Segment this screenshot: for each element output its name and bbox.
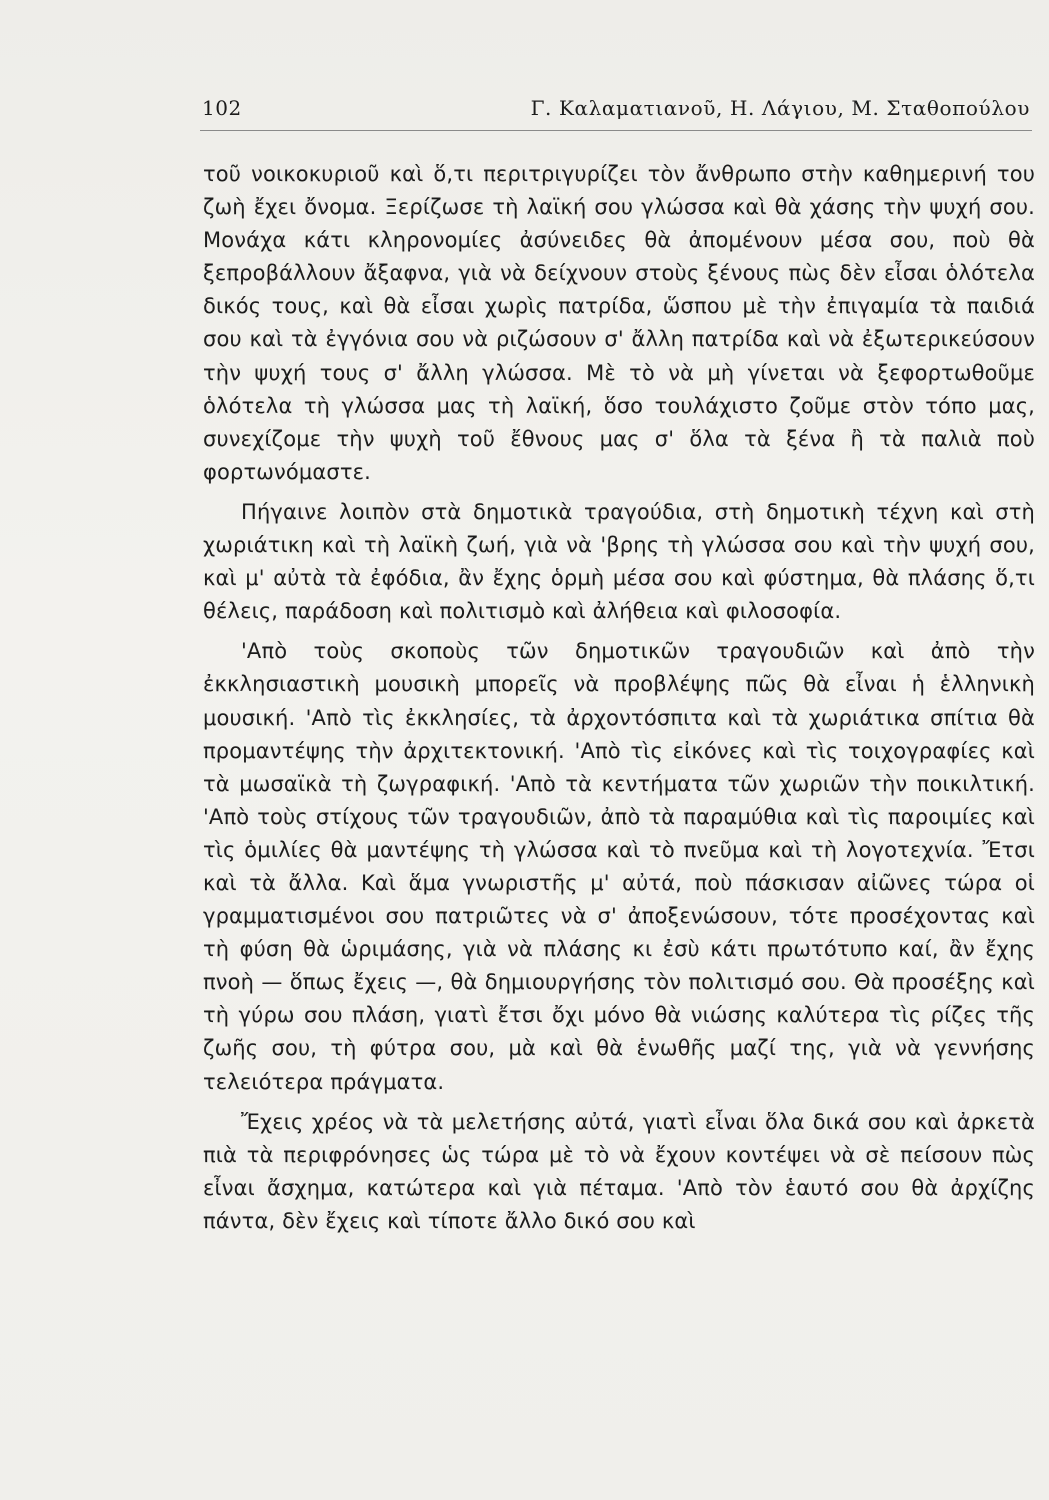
running-head: Γ. Καλαματιανοῦ, Η. Λάγιου, Μ. Σταθοπούλου (530, 96, 1030, 120)
paragraph: 'Απὸ τοὺς σκοποὺς τῶν δημοτικῶν τραγουδιῶν καὶ ἀπὸ τὴν ἐκκλησιαστικὴ μουσικὴ μπορεῖς νὰ προβλέψης πῶς θὰ εἶναι ἡ ἑλληνικὴ μουσική. 'Απὸ τὶς ἐκκλησίες, τὰ ἀρχοντόσπιτα καὶ τὰ χωριάτικα σπίτια θὰ προμαντέψης τὴν ἀρχιτεκτονική. 'Απὸ τὶς εἰκόνες καὶ τὶς τοιχογραφίες καὶ τὰ μωσαϊκὰ τὴ ζωγραφική. 'Απὸ τὰ κεντήματα τῶν χωριῶν τὴν ποικιλτική. 'Απὸ τοὺς στίχους τῶν τραγουδιῶν, ἀπὸ τὰ παραμύθια καὶ τὶς παροιμίες καὶ τὶς ὁμιλίες θὰ μαντέψης τὴ γλώσσα καὶ τὸ πνεῦμα καὶ τὴ λογοτεχνία. Ἔτσι καὶ τὰ ἄλλα. Καὶ ἅμα γνωριστῆς μ' αὐτά, ποὺ πάσκισαν αἰῶνες τώρα οἱ γραμματισμένοι σου πατριῶτες νὰ σ' ἀποξενώσουν, τότε προσέχοντας καὶ τὴ φύση θὰ ὡριμάσης, γιὰ νὰ πλάσης κι ἐσὺ κάτι πρωτότυπο καί, ἂν ἔχης πνοὴ — ὅπως ἔχεις —, θὰ δημιουργήσης τὸν πολιτισμό σου. Θὰ προσέξης καὶ τὴ γύρω σου πλάση, γιατὶ ἔτσι ὄχι μόνο θὰ νιώσης καλύτερα τὶς ρίζες τῆς ζωῆς σου, τὴ φύτρα σου, μὰ καὶ θὰ ἑνωθῆς μαζί της, γιὰ νὰ γεννήσης τελειότερα πράγματα. (203, 639, 1035, 1094)
paragraph: Πήγαινε λοιπὸν στὰ δημοτικὰ τραγούδια, στὴ δημοτικὴ τέχνη καὶ στὴ χωριάτικη καὶ τὴ λαϊκὴ ζωή, γιὰ νὰ 'βρης τὴ γλώσσα σου καὶ τὴν ψυχή σου, καὶ μ' αὐτὰ τὰ ἐφόδια, ἂν ἔχης ὁρμὴ μέσα σου καὶ φύστημα, θὰ πλάσης ὅ,τι θέλεις, παράδοση καὶ πολιτισμὸ καὶ ἀλήθεια καὶ φιλοσοφία. (203, 499, 1035, 624)
page-header (200, 96, 1032, 131)
paragraph: Ἔχεις χρέος νὰ τὰ μελετήσης αὐτά, γιατὶ εἶναι ὅλα δικά σου καὶ ἀρκετὰ πιὰ τὰ περιφρόνησες ὡς τώρα μὲ τὸ νὰ ἔχουν κοντέψει νὰ σὲ πείσουν πὼς εἶναι ἄσχημα, κατώτερα καὶ γιὰ πέταμα. 'Απὸ τὸν ἑαυτό σου θὰ ἀρχίζης πάντα, δὲν ἔχεις καὶ τίποτε ἄλλο δικό σου καὶ (203, 1109, 1035, 1233)
page-number: 102 (202, 96, 242, 120)
body-text (203, 158, 1035, 1238)
paragraph-continuation: τοῦ νοικοκυριοῦ καὶ ὅ,τι περιτριγυρίζει τὸν ἄνθρωπο στὴν καθημερινή του ζωὴ ἔχει ὄνομα. Ξερίζωσε τὴ λαϊκή σου γλώσσα καὶ θὰ χάσης τὴν ψυχή σου. Μονάχα κάτι κληρονομίες ἀσύνειδες θὰ ἀπομένουν μέσα σου, ποὺ θὰ ξεπροβάλλουν ἄξαφνα, γιὰ νὰ δείχνουν στοὺς ξένους πὼς δὲν εἶσαι ὁλότελα δικός τους, καὶ θὰ εἶσαι χωρὶς πατρίδα, ὥσπου μὲ τὴν ἐπιγαμία τὰ παιδιά σου καὶ τὰ ἐγγόνια σου νὰ ριζώσουν σ' ἄλλη πατρίδα καὶ νὰ ἐξωτερικεύσουν τὴν ψυχή τους σ' ἄλλη γλώσσα. Μὲ τὸ νὰ μὴ γίνεται νὰ ξεφορτωθοῦμε ὁλότελα τὴ γλώσσα μας τὴ λαϊκή, ὅσο τουλάχιστο ζοῦμε στὸν τόπο μας, συνεχίζομε τὴν ψυχὴ τοῦ ἔθνους μας σ' ὅλα τὰ ξένα ἢ τὰ παλιὰ ποὺ φορτωνόμαστε. (203, 162, 1035, 484)
